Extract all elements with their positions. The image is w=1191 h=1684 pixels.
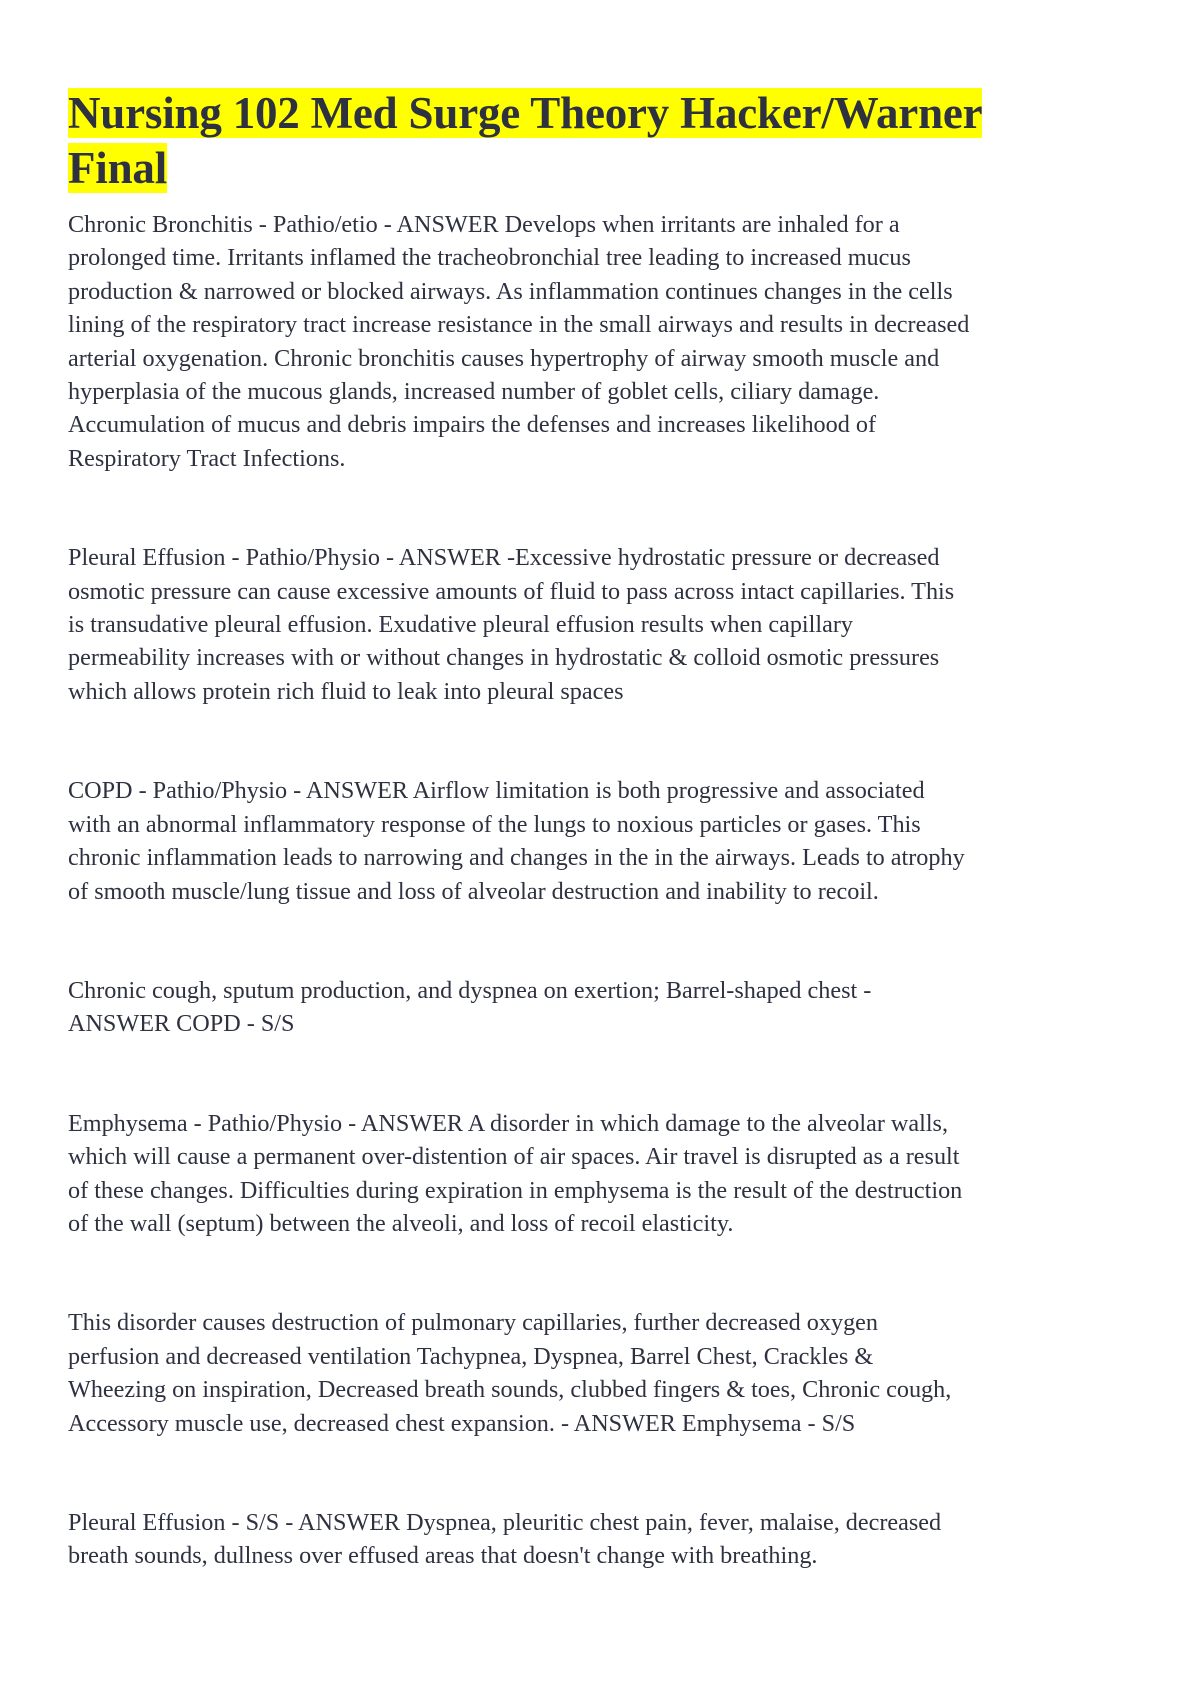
entry-spacer [68, 475, 1128, 541]
entry-line: Chronic Bronchitis - Pathio/etio - ANSWER Develops when irritants are inhaled for a [68, 211, 900, 238]
entry-line: This disorder causes destruction of pulmonary capillaries, further decreased oxygen [68, 1309, 878, 1337]
entry-line: perfusion and decreased ventilation Tachypnea, Dyspnea, Barrel Chest, Crackles & [68, 1342, 874, 1370]
flashcard-entry [68, 541, 1128, 708]
entry-line: with an abnormal inflammatory response of the lungs to noxious particles or gases. This [68, 810, 921, 838]
entry-line: which allows protein rich fluid to leak into pleural spaces [68, 677, 624, 705]
flashcard-entry [68, 1506, 1128, 1573]
entry-spacer [68, 908, 1128, 974]
entry-line: breath sounds, dullness over effused areas that doesn't change with breathing. [68, 1542, 818, 1570]
entry-line: Chronic cough, sputum production, and dyspnea on exertion; Barrel-shaped chest - [68, 976, 872, 1004]
title-line-1: Nursing 102 Med Surge Theory Hacker/Warner [68, 88, 983, 138]
entry-line: Respiratory Tract Infections. [68, 444, 346, 472]
flashcard-entry [68, 774, 1128, 908]
entry-line: is transudative pleural effusion. Exudative pleural effusion results when capillary [68, 611, 853, 639]
entry-line: ANSWER COPD - S/S [68, 1010, 295, 1038]
entry-line: osmotic pressure can cause excessive amounts of fluid to pass across intact capillaries. This [68, 577, 955, 605]
entry-spacer [68, 1041, 1128, 1107]
entry-line: Emphysema - Pathio/Physio - ANSWER A disorder in which damage to the alveolar walls, [68, 1109, 949, 1137]
entry-line: chronic inflammation leads to narrowing and changes in the in the airways. Leads to atrophy [68, 844, 965, 872]
entry-line: Pleural Effusion - Pathio/Physio - ANSWER -Excessive hydrostatic pressure or decreased [68, 544, 940, 572]
entry-line: production & narrowed or blocked airways. As inflammation continues changes in the cells [68, 277, 953, 305]
title-line-2: Final [68, 143, 168, 193]
entries-list [68, 208, 1128, 1573]
flashcard-entry [68, 208, 1128, 475]
flashcard-entry [68, 974, 1128, 1041]
entry-line: hyperplasia of the mucous glands, increased number of goblet cells, ciliary damage. [68, 378, 880, 406]
entry-line: prolonged time. Irritants inflamed the tracheobronchial tree leading to increased mucus [68, 244, 911, 272]
flashcard-entry [68, 1107, 1128, 1241]
flashcard-entry [68, 1306, 1128, 1440]
entry-line: Accumulation of mucus and debris impairs the defenses and increases likelihood of [68, 411, 877, 439]
entry-line: of smooth muscle/lung tissue and loss of alveolar destruction and inability to recoil. [68, 877, 879, 905]
entry-line: Pleural Effusion - S/S - ANSWER Dyspnea, pleuritic chest pain, fever, malaise, decreased [68, 1508, 942, 1536]
entry-line: which will cause a permanent over-distention of air spaces. Air travel is disrupted as a result [68, 1143, 960, 1171]
entry-line: Accessory muscle use, decreased chest expansion. - ANSWER Emphysema - S/S [68, 1409, 856, 1437]
entry-line: lining of the respiratory tract increase resistance in the small airways and results in decreased [68, 311, 970, 339]
entry-line: COPD - Pathio/Physio - ANSWER Airflow limitation is both progressive and associated [68, 777, 925, 805]
document-title [68, 86, 1128, 196]
entry-line: Wheezing on inspiration, Decreased breath sounds, clubbed fingers & toes, Chronic cough, [68, 1376, 952, 1404]
entry-spacer [68, 1440, 1128, 1506]
entry-line: of these changes. Difficulties during expiration in emphysema is the result of the destruction [68, 1176, 963, 1204]
entry-spacer [68, 1240, 1128, 1306]
document-page [68, 86, 1128, 1573]
entry-line: of the wall (septum) between the alveoli, and loss of recoil elasticity. [68, 1209, 734, 1237]
entry-line: arterial oxygenation. Chronic bronchitis causes hypertrophy of airway smooth muscle and [68, 344, 940, 372]
entry-line: permeability increases with or without changes in hydrostatic & colloid osmotic pressures [68, 644, 940, 672]
entry-spacer [68, 708, 1128, 774]
